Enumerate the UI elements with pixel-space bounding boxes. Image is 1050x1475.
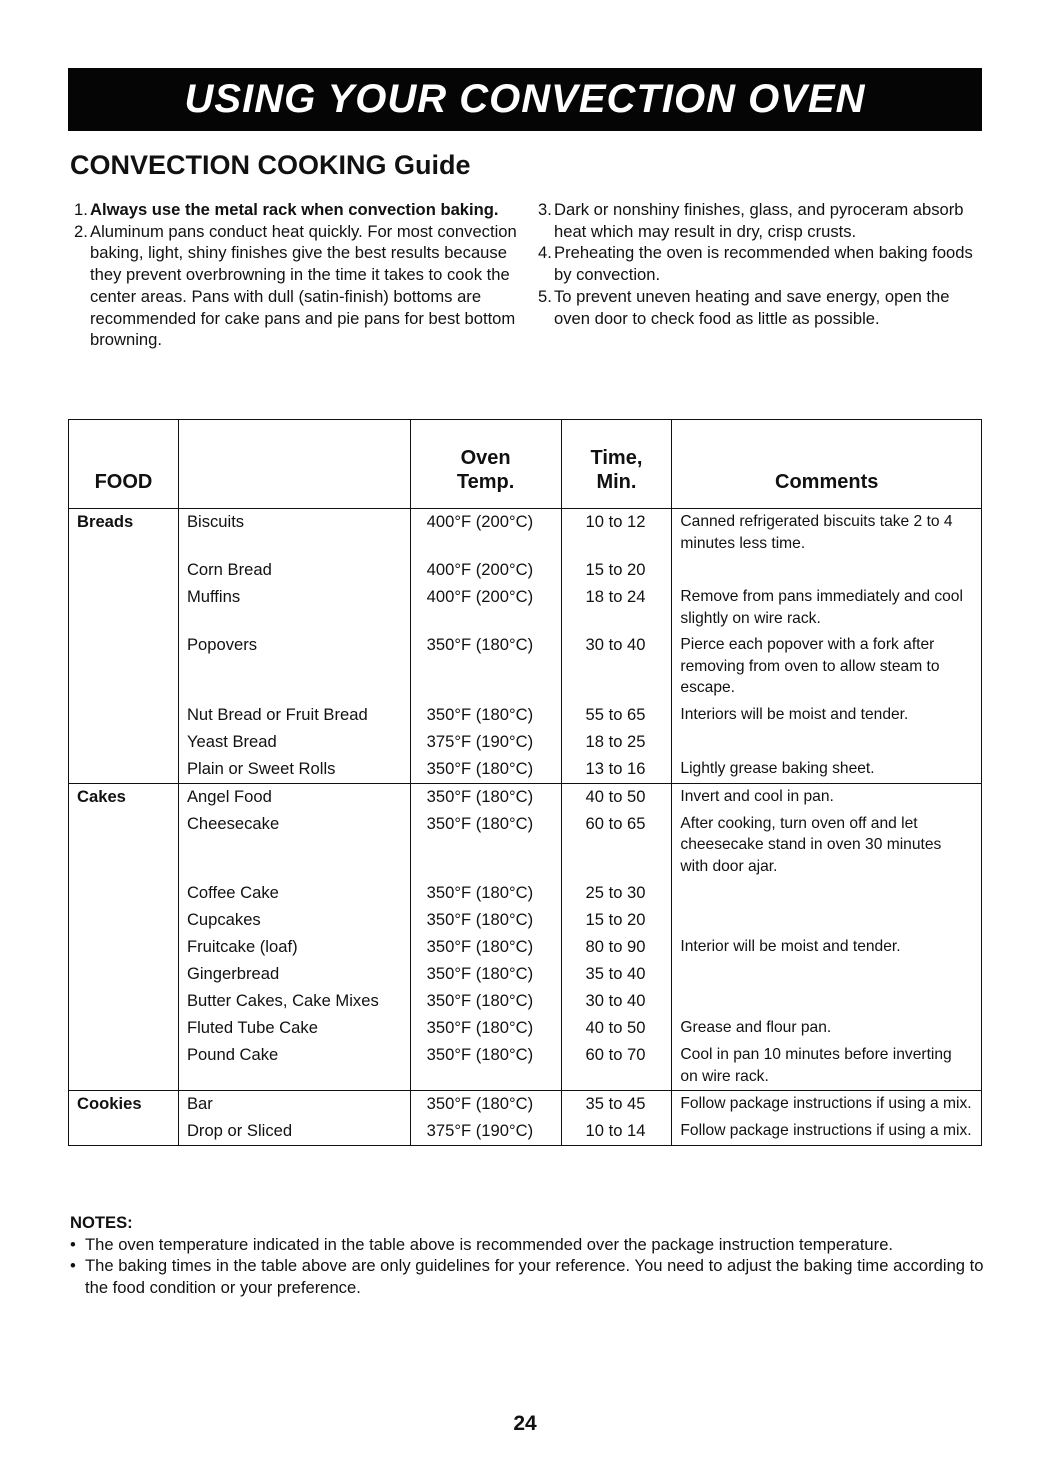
intro-item-number: 5. <box>538 286 552 306</box>
cell-food-item: Corn Bread <box>178 557 410 584</box>
cell-food-item: Plain or Sweet Rolls <box>178 756 410 784</box>
cell-oven-temp: 350°F (180°C) <box>410 907 561 934</box>
table-row <box>69 1091 982 1119</box>
intro-item-5 <box>538 286 978 329</box>
cell-comment: Interiors will be moist and tender. <box>672 702 982 729</box>
cell-food-item: Coffee Cake <box>178 880 410 907</box>
table-row <box>69 934 982 961</box>
note-text: The baking times in the table above are only guidelines for your reference. You need to adjust the baking time according to the food condition or your preference. <box>85 1256 984 1298</box>
intro-item-4 <box>538 242 978 285</box>
cell-time: 35 to 40 <box>561 961 672 988</box>
cell-time: 60 to 70 <box>561 1042 672 1091</box>
intro-right-column <box>538 199 978 329</box>
cell-time: 60 to 65 <box>561 811 672 881</box>
cell-comment: Canned refrigerated biscuits take 2 to 4 minutes less time. <box>672 509 982 558</box>
cell-comment <box>672 988 982 1015</box>
cell-time: 15 to 20 <box>561 557 672 584</box>
cell-category <box>69 1042 179 1091</box>
cell-category: Cookies <box>69 1091 179 1119</box>
cell-time: 80 to 90 <box>561 934 672 961</box>
cell-comment: Grease and flour pan. <box>672 1015 982 1042</box>
header-oven-temp <box>410 420 561 509</box>
cell-category <box>69 632 179 702</box>
cell-oven-temp: 400°F (200°C) <box>410 557 561 584</box>
cell-food-item: Fruitcake (loaf) <box>178 934 410 961</box>
cell-oven-temp: 375°F (190°C) <box>410 1118 561 1146</box>
cell-time: 30 to 40 <box>561 632 672 702</box>
cell-oven-temp: 350°F (180°C) <box>410 988 561 1015</box>
cell-comment: Follow package instructions if using a mix. <box>672 1091 982 1119</box>
bullet-icon: • <box>70 1234 76 1254</box>
intro-item-number: 3. <box>538 200 552 219</box>
cell-time: 25 to 30 <box>561 880 672 907</box>
intro-item-number: 4. <box>538 243 552 263</box>
cell-comment: Remove from pans immediately and cool slightly on wire rack. <box>672 584 982 632</box>
cell-time: 18 to 25 <box>561 729 672 756</box>
intro-left-column <box>74 199 524 351</box>
intro-item-3 <box>538 199 978 242</box>
cell-comment: Pierce each popover with a fork after removing from oven to allow steam to escape. <box>672 632 982 702</box>
cell-oven-temp: 350°F (180°C) <box>410 702 561 729</box>
cell-time: 40 to 50 <box>561 1015 672 1042</box>
table-row <box>69 1015 982 1042</box>
cell-food-item: Biscuits <box>178 509 410 558</box>
cell-food-item: Cupcakes <box>178 907 410 934</box>
table-row <box>69 702 982 729</box>
cell-oven-temp: 375°F (190°C) <box>410 729 561 756</box>
notes-list <box>70 1234 990 1299</box>
cell-comment: After cooking, turn oven off and let cheesecake stand in oven 30 minutes with door ajar. <box>672 811 982 881</box>
cell-food-item: Yeast Bread <box>178 729 410 756</box>
cell-category <box>69 557 179 584</box>
cell-comment <box>672 729 982 756</box>
cell-category <box>69 961 179 988</box>
intro-item-text: Preheating the oven is recommended when baking foods by convection. <box>554 243 973 285</box>
intro-item-2 <box>74 221 524 351</box>
table-row <box>69 584 982 632</box>
table-row <box>69 880 982 907</box>
table-row <box>69 988 982 1015</box>
cell-oven-temp: 350°F (180°C) <box>410 934 561 961</box>
page-banner: USING YOUR CONVECTION OVEN <box>68 68 982 131</box>
cell-food-item: Bar <box>178 1091 410 1119</box>
cell-oven-temp: 350°F (180°C) <box>410 783 561 811</box>
cell-food-item: Muffins <box>178 584 410 632</box>
cell-category: Breads <box>69 509 179 558</box>
notes-heading: NOTES: <box>70 1213 133 1232</box>
cell-oven-temp: 400°F (200°C) <box>410 509 561 558</box>
cell-category <box>69 729 179 756</box>
header-oven-temp-line2: Temp. <box>456 471 515 493</box>
cell-food-item: Popovers <box>178 632 410 702</box>
cell-time: 10 to 12 <box>561 509 672 558</box>
header-time-line2: Min. <box>596 471 637 493</box>
intro-list-left <box>74 199 524 351</box>
bullet-icon: • <box>70 1256 76 1276</box>
cell-time: 15 to 20 <box>561 907 672 934</box>
cell-time: 10 to 14 <box>561 1118 672 1146</box>
cell-time: 55 to 65 <box>561 702 672 729</box>
cell-oven-temp: 350°F (180°C) <box>410 632 561 702</box>
intro-list-right <box>538 199 978 329</box>
cell-time: 18 to 24 <box>561 584 672 632</box>
cell-category <box>69 811 179 881</box>
table-header <box>69 420 982 509</box>
header-food: FOOD <box>69 420 179 509</box>
intro-item-number: 1. <box>74 200 88 219</box>
cell-category <box>69 1015 179 1042</box>
table-row <box>69 1042 982 1091</box>
cell-oven-temp: 350°F (180°C) <box>410 1042 561 1091</box>
cell-category <box>69 756 179 784</box>
table-header-row <box>69 420 982 509</box>
header-time <box>561 420 672 509</box>
intro-item-number: 2. <box>74 221 88 241</box>
section-title: CONVECTION COOKING Guide <box>70 150 471 180</box>
cell-oven-temp: 350°F (180°C) <box>410 756 561 784</box>
intro-item-text: To prevent uneven heating and save energy, open the oven door to check food as little as possible. <box>554 286 950 328</box>
cell-oven-temp: 350°F (180°C) <box>410 961 561 988</box>
cell-comment <box>672 961 982 988</box>
header-time-line1: Time, <box>590 447 643 469</box>
cell-oven-temp: 350°F (180°C) <box>410 880 561 907</box>
table-row <box>69 961 982 988</box>
cell-time: 13 to 16 <box>561 756 672 784</box>
cell-oven-temp: 350°F (180°C) <box>410 811 561 881</box>
table-row <box>69 811 982 881</box>
cell-oven-temp: 400°F (200°C) <box>410 584 561 632</box>
page-number: 24 <box>513 1412 537 1435</box>
table-row <box>69 509 982 558</box>
cell-category <box>69 702 179 729</box>
table-row <box>69 632 982 702</box>
table-row <box>69 907 982 934</box>
table-row <box>69 729 982 756</box>
cell-food-item: Cheesecake <box>178 811 410 881</box>
cell-comment <box>672 880 982 907</box>
header-item <box>178 420 410 509</box>
cell-comment: Follow package instructions if using a mix. <box>672 1118 982 1146</box>
cell-food-item: Nut Bread or Fruit Bread <box>178 702 410 729</box>
notes-section <box>70 1212 990 1299</box>
cell-category <box>69 907 179 934</box>
cell-category: Cakes <box>69 783 179 811</box>
cell-comment: Invert and cool in pan. <box>672 783 982 811</box>
cell-comment <box>672 557 982 584</box>
cell-food-item: Gingerbread <box>178 961 410 988</box>
cell-comment: Interior will be moist and tender. <box>672 934 982 961</box>
cell-food-item: Fluted Tube Cake <box>178 1015 410 1042</box>
intro-item-1 <box>74 199 524 221</box>
table-body <box>69 509 982 1146</box>
note-item <box>70 1255 990 1298</box>
cell-food-item: Pound Cake <box>178 1042 410 1091</box>
intro-item-text: Aluminum pans conduct heat quickly. For most convection baking, light, shiny finishes give the best results because they prevent overbrowning in the time it takes to cook the center areas. Pans with dull (satin-finish) bottoms are recommended for cake pans and pie pans for best bottom browning. <box>90 221 517 350</box>
header-oven-temp-line1: Oven <box>460 447 511 469</box>
cell-time: 40 to 50 <box>561 783 672 811</box>
cell-food-item: Angel Food <box>178 783 410 811</box>
cell-time: 30 to 40 <box>561 988 672 1015</box>
table-row <box>69 756 982 784</box>
table-row <box>69 783 982 811</box>
cell-category <box>69 880 179 907</box>
cell-time: 35 to 45 <box>561 1091 672 1119</box>
header-comments: Comments <box>672 420 982 509</box>
cell-category <box>69 1118 179 1146</box>
cell-category <box>69 988 179 1015</box>
cell-oven-temp: 350°F (180°C) <box>410 1015 561 1042</box>
note-item <box>70 1234 990 1256</box>
cell-category <box>69 584 179 632</box>
cell-comment: Cool in pan 10 minutes before inverting on wire rack. <box>672 1042 982 1091</box>
table-row <box>69 557 982 584</box>
cell-comment: Lightly grease baking sheet. <box>672 756 982 784</box>
intro-item-bold-text: Always use the metal rack when convection baking. <box>90 200 499 219</box>
cell-category <box>69 934 179 961</box>
convection-cooking-table <box>68 419 982 1146</box>
intro-item-text: Dark or nonshiny finishes, glass, and pyroceram absorb heat which may result in dry, crisp crusts. <box>554 200 964 241</box>
cell-comment <box>672 907 982 934</box>
note-text: The oven temperature indicated in the table above is recommended over the package instruction temperature. <box>85 1234 894 1254</box>
cell-food-item: Drop or Sliced <box>178 1118 410 1146</box>
table-row <box>69 1118 982 1146</box>
cell-food-item: Butter Cakes, Cake Mixes <box>178 988 410 1015</box>
cell-oven-temp: 350°F (180°C) <box>410 1091 561 1119</box>
